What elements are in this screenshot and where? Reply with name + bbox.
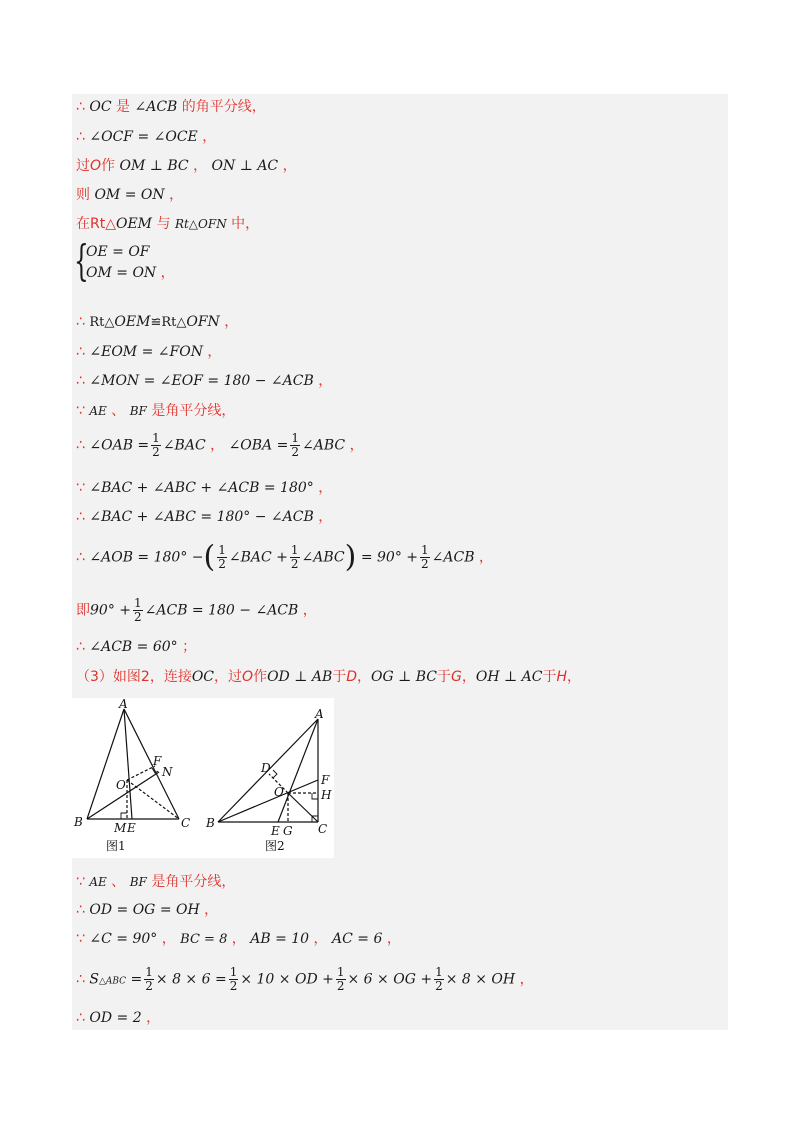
text: ， bbox=[231, 931, 246, 947]
math: BF bbox=[129, 404, 147, 418]
text: ， bbox=[318, 509, 333, 525]
math: 90° + bbox=[90, 602, 131, 619]
side-ab bbox=[87, 709, 124, 819]
therefore-symbol: ∴ bbox=[76, 129, 85, 145]
system-eq-2 bbox=[86, 263, 175, 283]
because-symbol: ∵ bbox=[76, 931, 85, 947]
math: ∠BAC + ∠ABC = 180° − ∠ACB bbox=[89, 509, 314, 525]
because-symbol: ∵ bbox=[76, 403, 85, 419]
fraction: $\frac{1}{2}$ bbox=[229, 965, 238, 993]
line-in-triangles bbox=[76, 214, 259, 234]
label-o: O bbox=[116, 778, 126, 792]
label-e: E bbox=[271, 824, 280, 838]
math: × 8 × 6 = bbox=[155, 971, 227, 988]
line-aob bbox=[76, 539, 493, 575]
label-n: N bbox=[162, 765, 173, 779]
therefore-symbol: ∴ bbox=[76, 314, 85, 330]
math: AE bbox=[89, 404, 107, 418]
text: ，过 bbox=[214, 669, 243, 685]
math: = bbox=[130, 971, 143, 988]
bisector-ae bbox=[124, 709, 132, 819]
right-angle-mark bbox=[273, 770, 277, 778]
label-b: B bbox=[206, 816, 215, 830]
text: ， bbox=[302, 602, 317, 619]
text: 于 bbox=[437, 669, 452, 685]
therefore-symbol: ∴ bbox=[76, 1010, 85, 1026]
text: ， bbox=[282, 158, 297, 174]
math: ∠AOB = 180° − bbox=[89, 549, 204, 566]
math: OEM bbox=[115, 216, 153, 232]
text: 、 bbox=[111, 403, 126, 419]
label-c: C bbox=[318, 822, 328, 836]
line-ie bbox=[76, 597, 317, 624]
math: OM = ON bbox=[86, 265, 157, 281]
label-e: E bbox=[127, 821, 136, 835]
right-paren: ) bbox=[344, 539, 357, 575]
line-mon-eof bbox=[76, 371, 332, 391]
math: ON ⊥ AC bbox=[211, 158, 279, 174]
point-label: D bbox=[346, 669, 358, 685]
math: S bbox=[89, 971, 99, 988]
text: ， bbox=[160, 265, 175, 281]
label-o: O bbox=[274, 785, 284, 799]
math: ∠ACB bbox=[431, 549, 475, 566]
text: 是角平分线， bbox=[151, 874, 236, 890]
text: 是角平分线， bbox=[151, 403, 236, 419]
math: OD ⊥ AB bbox=[267, 669, 333, 685]
math: AE bbox=[89, 875, 107, 889]
math: ∠ABC bbox=[302, 437, 346, 454]
segment-oc bbox=[288, 793, 318, 822]
line-area bbox=[76, 966, 534, 993]
point-label: O bbox=[90, 158, 102, 174]
math: OD = 2 bbox=[89, 1010, 142, 1026]
text: ， bbox=[386, 931, 401, 947]
fraction: $\frac{1}{2}$ bbox=[290, 543, 299, 571]
label-c: C bbox=[181, 816, 191, 830]
label-b: B bbox=[74, 815, 83, 829]
point-label: G bbox=[451, 669, 462, 685]
text: ， bbox=[224, 314, 239, 330]
text: ， bbox=[318, 480, 333, 496]
therefore-symbol: ∴ bbox=[76, 639, 85, 655]
text: ， bbox=[357, 669, 372, 685]
math: × 8 × OH bbox=[445, 971, 516, 988]
label-m: M bbox=[114, 821, 127, 835]
label-f: F bbox=[321, 773, 330, 787]
math: ∠OAB = bbox=[89, 437, 150, 454]
line-construct-perp bbox=[76, 156, 297, 176]
text: ， bbox=[313, 931, 328, 947]
text: ， bbox=[146, 1010, 161, 1026]
segment-oc bbox=[127, 780, 179, 819]
line-od-2 bbox=[76, 1008, 160, 1028]
text: ， bbox=[566, 669, 581, 685]
text: （3）如图2，连接 bbox=[76, 669, 192, 685]
therefore-symbol: ∴ bbox=[76, 373, 85, 389]
system-eq-1 bbox=[86, 242, 150, 262]
label-h: H bbox=[321, 788, 332, 802]
bisector-bf bbox=[218, 780, 318, 822]
line-because-bisectors-2 bbox=[76, 872, 235, 892]
math: × 6 × OG + bbox=[347, 971, 433, 988]
figure-1 bbox=[87, 709, 179, 819]
text: 则 bbox=[76, 187, 90, 203]
text: 、 bbox=[111, 874, 126, 890]
text: ， bbox=[461, 669, 476, 685]
text: ， bbox=[519, 971, 534, 988]
line-half-angles bbox=[76, 432, 364, 459]
text: ； bbox=[182, 639, 197, 655]
left-paren: ( bbox=[203, 539, 216, 575]
line-congruent bbox=[76, 312, 238, 333]
fraction: $\frac{1}{2}$ bbox=[336, 965, 345, 993]
math: ∠OBA = bbox=[228, 437, 289, 454]
math: AC = 6 bbox=[332, 931, 383, 947]
caption-fig2: 图2 bbox=[265, 839, 285, 853]
math: OC bbox=[191, 669, 215, 685]
math: ∠MON = ∠EOF = 180 − ∠ACB bbox=[89, 373, 314, 389]
math: ∠ACB bbox=[134, 99, 178, 115]
figure-2-labels bbox=[205, 707, 332, 838]
line-od-og-oh bbox=[76, 900, 218, 920]
subscript: △ABC bbox=[98, 976, 127, 987]
text: ， bbox=[210, 437, 225, 454]
figure-box bbox=[72, 698, 334, 858]
text: 在Rt△ bbox=[76, 216, 116, 232]
math: BC = 8 bbox=[180, 932, 228, 947]
line-part3 bbox=[76, 667, 581, 687]
therefore-symbol: ∴ bbox=[76, 344, 85, 360]
text: ≌Rt△ bbox=[150, 315, 187, 330]
math: × 10 × OD + bbox=[240, 971, 334, 988]
label-f: F bbox=[153, 754, 162, 768]
math: OH ⊥ AC bbox=[475, 669, 543, 685]
fraction: $\frac{1}{2}$ bbox=[152, 431, 160, 459]
fraction: $\frac{1}{2}$ bbox=[421, 543, 429, 571]
therefore-symbol: ∴ bbox=[76, 971, 85, 988]
text: 于 bbox=[332, 669, 347, 685]
line-angle-ocf bbox=[76, 127, 216, 147]
text: 即 bbox=[76, 602, 90, 619]
line-because-bisectors bbox=[76, 401, 235, 421]
fraction: $\frac{1}{2}$ bbox=[145, 965, 153, 993]
line-given-values bbox=[76, 929, 401, 950]
math: OC bbox=[89, 99, 112, 115]
text: ， bbox=[478, 549, 493, 566]
math: ∠C = 90° bbox=[89, 931, 158, 947]
because-symbol: ∵ bbox=[76, 480, 85, 496]
fraction: $\frac{1}{2}$ bbox=[218, 543, 226, 571]
math: Rt△OFN bbox=[174, 217, 227, 231]
therefore-symbol: ∴ bbox=[76, 509, 85, 525]
math: ∠BAC bbox=[162, 437, 206, 454]
text: ， bbox=[193, 158, 208, 174]
math: OFN bbox=[186, 314, 220, 330]
math: ∠ABC bbox=[301, 549, 345, 566]
math: ∠ACB = 180 − ∠ACB bbox=[144, 602, 299, 619]
label-a: A bbox=[315, 707, 324, 721]
math: OM = ON bbox=[94, 187, 165, 203]
line-acb-60 bbox=[76, 637, 196, 657]
text: ， bbox=[161, 931, 176, 947]
label-d: D bbox=[261, 761, 271, 775]
right-angle-mark bbox=[312, 793, 318, 799]
text: 过 bbox=[76, 158, 90, 174]
text: 作 bbox=[253, 669, 268, 685]
math: OE = OF bbox=[86, 244, 150, 260]
because-symbol: ∵ bbox=[76, 874, 85, 890]
math: ∠EOM = ∠FON bbox=[89, 344, 203, 360]
bisector-ae bbox=[278, 719, 318, 822]
math: OD = OG = OH bbox=[89, 902, 200, 918]
text: ， bbox=[169, 187, 184, 203]
side-ac bbox=[124, 709, 179, 819]
text: ， bbox=[207, 344, 222, 360]
therefore-symbol: ∴ bbox=[76, 99, 85, 115]
math: OM ⊥ BC bbox=[119, 158, 189, 174]
therefore-symbol: ∴ bbox=[76, 549, 85, 566]
text: ， bbox=[318, 373, 333, 389]
therefore-symbol: ∴ bbox=[76, 902, 85, 918]
geometry-figures bbox=[72, 698, 334, 858]
text: 中， bbox=[231, 216, 260, 232]
math: ∠ACB = 60° bbox=[89, 639, 178, 655]
text: ， bbox=[349, 437, 364, 454]
text: 与 bbox=[156, 216, 171, 232]
text: ， bbox=[202, 129, 217, 145]
fraction: $\frac{1}{2}$ bbox=[291, 431, 299, 459]
line-eom-fon bbox=[76, 342, 221, 362]
line-om-on bbox=[76, 185, 183, 205]
label-a: A bbox=[119, 698, 128, 711]
caption-fig1: 图1 bbox=[106, 839, 126, 853]
math: AB = 10 bbox=[250, 931, 310, 947]
fraction: $\frac{1}{2}$ bbox=[134, 596, 142, 624]
math: BF bbox=[129, 875, 147, 889]
text: 的角平分线， bbox=[181, 99, 266, 115]
math: = 90° + bbox=[360, 549, 419, 566]
math: ∠BAC + ∠ABC + ∠ACB = 180° bbox=[89, 480, 314, 496]
point-label: H bbox=[556, 669, 567, 685]
text: 于 bbox=[542, 669, 557, 685]
math: ∠BAC + bbox=[228, 549, 288, 566]
line-bac-abc bbox=[76, 507, 332, 527]
therefore-symbol: ∴ bbox=[76, 437, 85, 454]
text: ， bbox=[204, 902, 219, 918]
system-brace: { bbox=[74, 236, 89, 285]
line-angle-sum bbox=[76, 478, 332, 498]
fraction: $\frac{1}{2}$ bbox=[435, 965, 443, 993]
right-angle-mark bbox=[121, 813, 127, 819]
label-g: G bbox=[283, 824, 293, 838]
text: 是 bbox=[116, 99, 131, 115]
math: OEM bbox=[114, 314, 151, 330]
math: OG ⊥ BC bbox=[371, 669, 438, 685]
point-label: O bbox=[242, 669, 254, 685]
text: 作 bbox=[101, 158, 116, 174]
math: ∠OCF = ∠OCE bbox=[89, 129, 198, 145]
line-oc-bisector bbox=[76, 97, 266, 117]
text: Rt△ bbox=[89, 315, 115, 330]
